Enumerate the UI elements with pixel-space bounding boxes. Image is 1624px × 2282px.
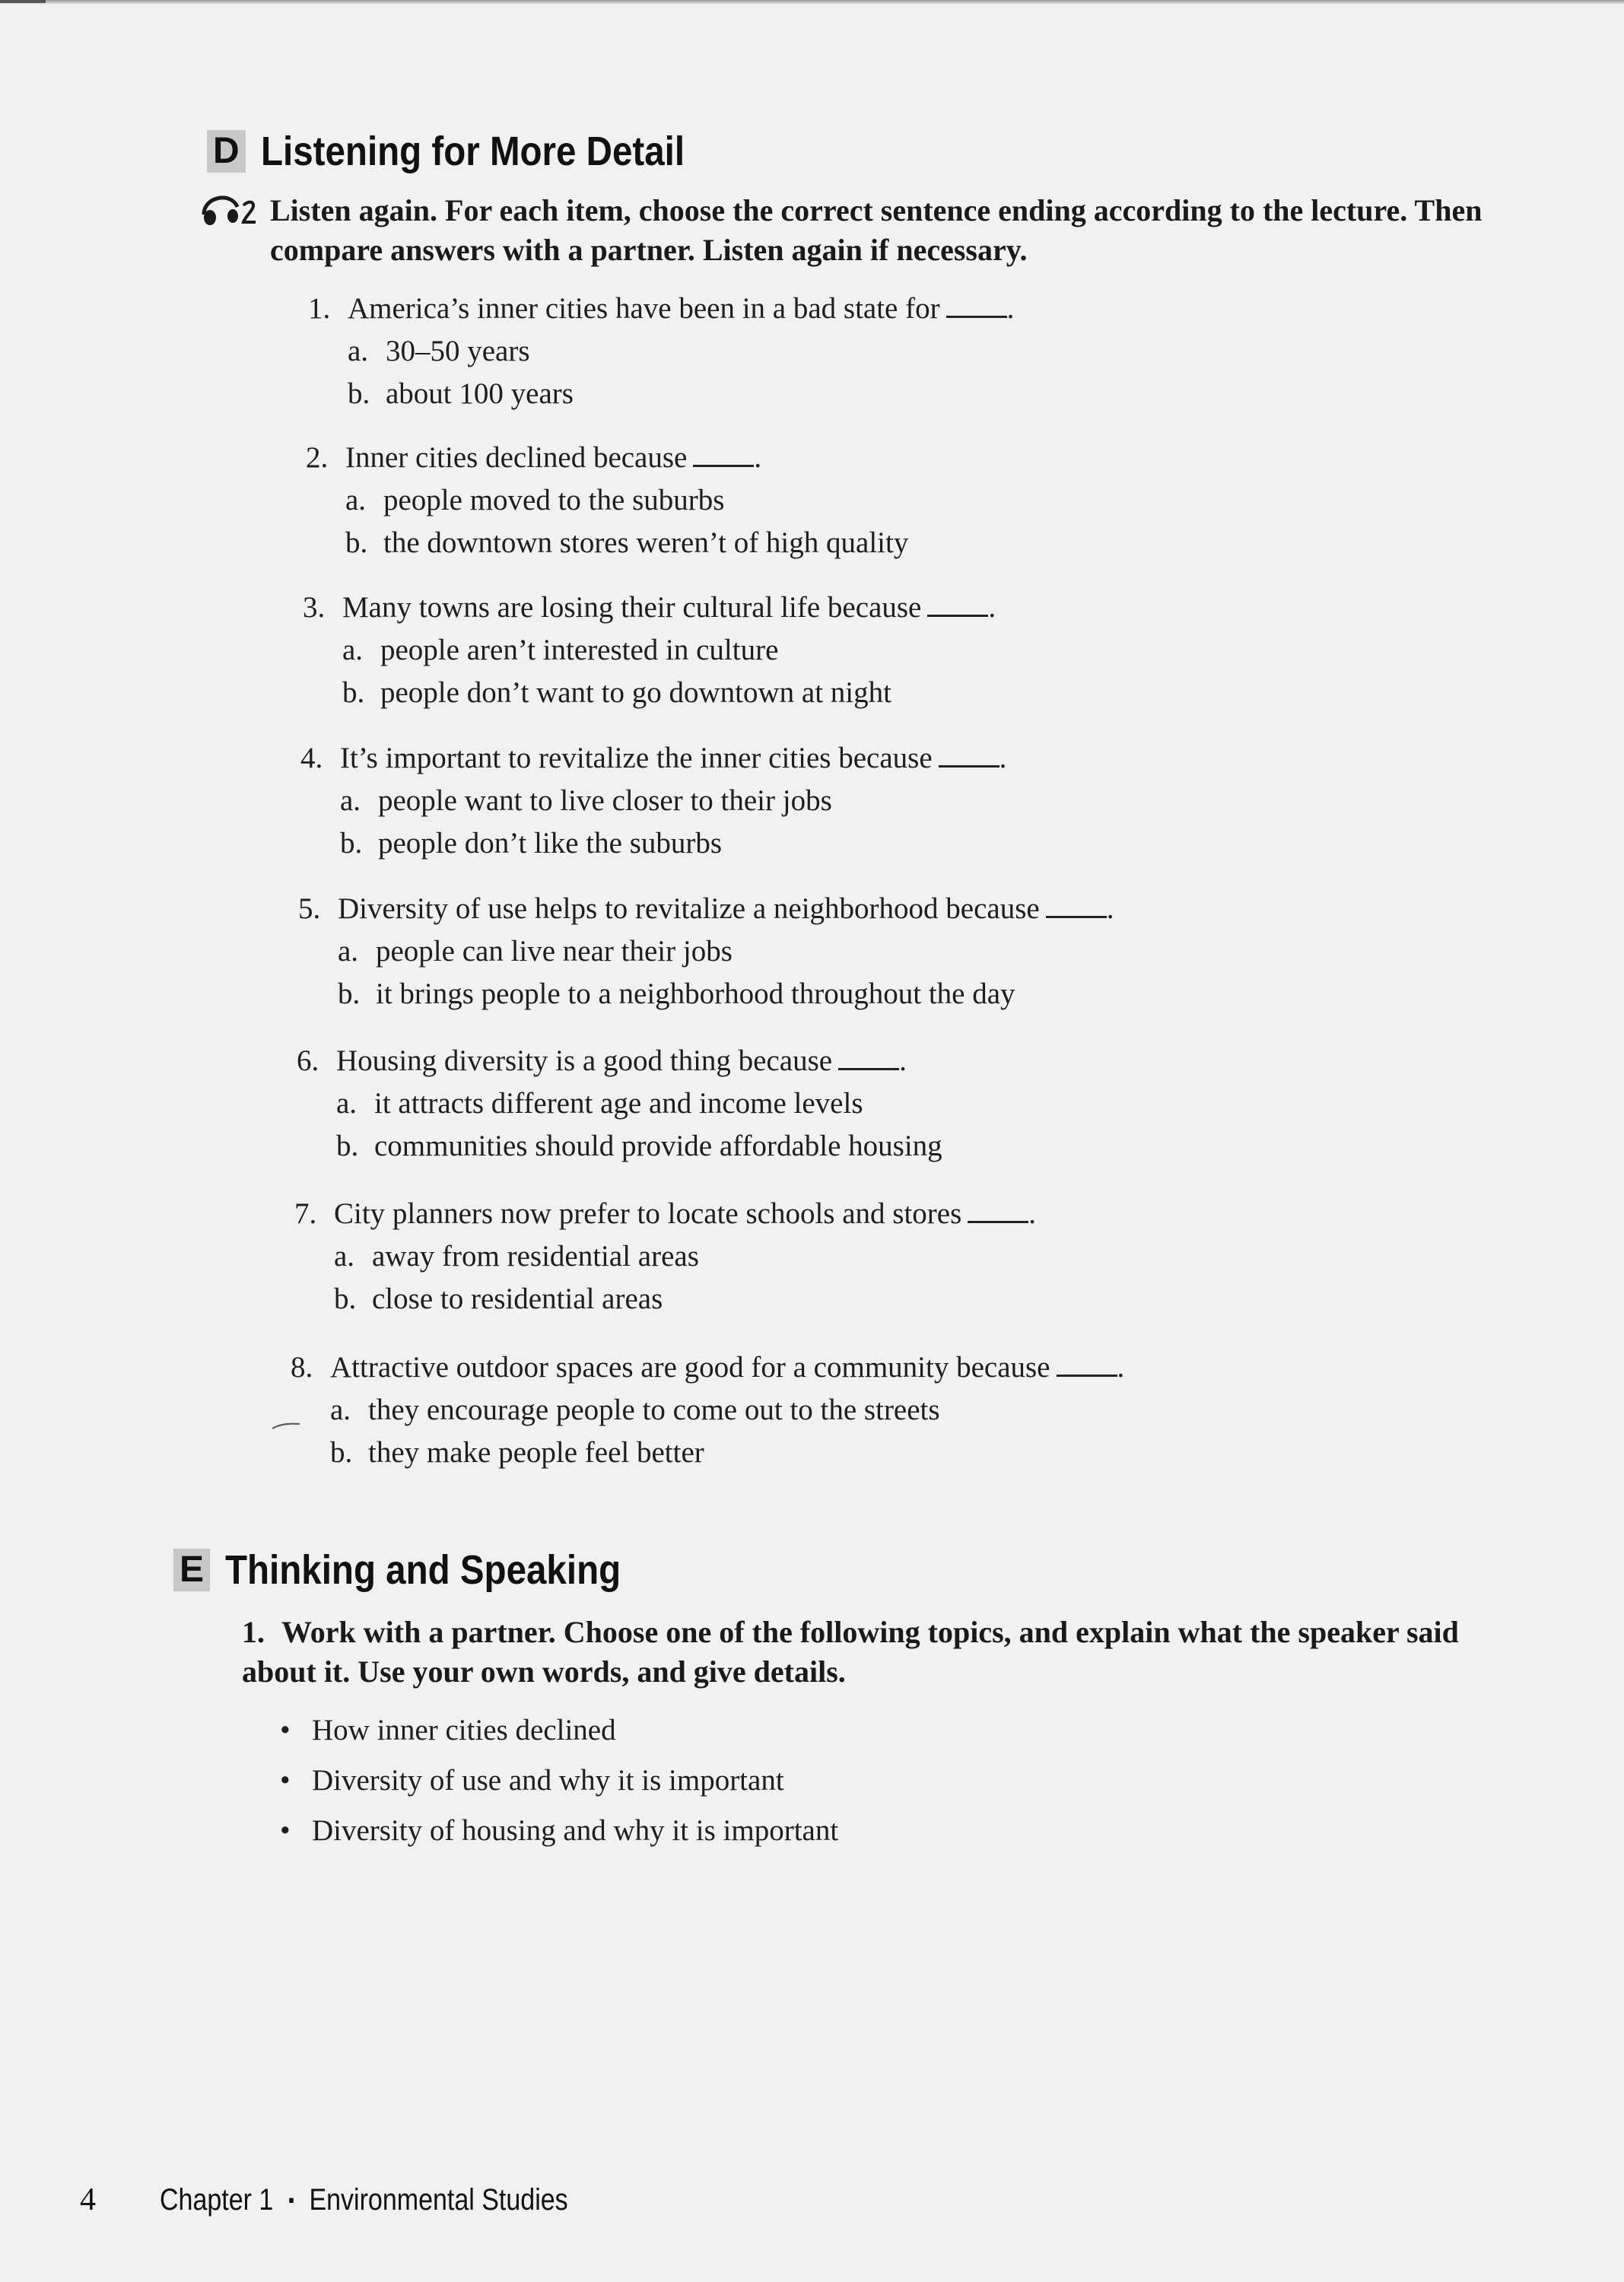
question-number: 5. bbox=[298, 892, 321, 925]
question-text: Inner cities declined because bbox=[345, 441, 688, 474]
option-letter: a. bbox=[345, 484, 367, 516]
option-b[interactable] bbox=[306, 522, 908, 564]
option-a[interactable] bbox=[308, 330, 1014, 373]
page-top-edge bbox=[0, 0, 1624, 5]
section-e-title: Thinking and Speaking bbox=[225, 1547, 621, 1593]
option-letter: a. bbox=[340, 784, 361, 817]
question-text: America’s inner cities have been in a bad state for bbox=[348, 292, 940, 325]
option-letter: a. bbox=[330, 1394, 351, 1426]
page-number: 4 bbox=[80, 2182, 96, 2217]
section-e-letter: E bbox=[173, 1549, 210, 1591]
topic-text: Diversity of use and why it is important bbox=[312, 1764, 784, 1797]
topic-bullet: • How inner cities declined bbox=[280, 1714, 616, 1746]
topic-text: Diversity of housing and why it is important bbox=[312, 1814, 839, 1847]
topic-text: How inner cities declined bbox=[312, 1714, 616, 1746]
option-text: 30–50 years bbox=[386, 335, 530, 367]
section-e-header bbox=[173, 1546, 675, 1594]
answer-blank bbox=[693, 448, 754, 467]
question-number: 4. bbox=[300, 742, 323, 774]
option-a[interactable] bbox=[298, 930, 1114, 973]
question-text: Housing diversity is a good thing because bbox=[336, 1044, 833, 1077]
option-letter: b. bbox=[338, 977, 361, 1010]
section-d-header bbox=[207, 128, 742, 175]
question-number: 6. bbox=[297, 1044, 319, 1077]
option-text: people don’t like the suburbs bbox=[378, 827, 723, 860]
section-e-item-1 bbox=[242, 1613, 1489, 1692]
option-text: people want to live closer to their jobs bbox=[378, 784, 832, 817]
topic-bullet: • Diversity of housing and why it is important bbox=[280, 1814, 839, 1847]
option-letter: a. bbox=[342, 634, 364, 666]
answer-blank bbox=[1046, 899, 1107, 918]
question-5: 5. Diversity of use helps to revitalize a neighborhood because . a. people can live near their jobs b. it brings people to a neighborhood throughout the day bbox=[298, 888, 1114, 1015]
option-text: people don’t want to go downtown at night bbox=[380, 676, 891, 709]
option-letter: a. bbox=[334, 1240, 355, 1273]
answer-blank bbox=[838, 1051, 899, 1070]
option-text: close to residential areas bbox=[372, 1282, 663, 1315]
option-b[interactable] bbox=[291, 1432, 1124, 1474]
headphones-icon bbox=[199, 189, 259, 230]
chapter-number: Chapter 1 bbox=[160, 2182, 274, 2217]
question-text: Diversity of use helps to revitalize a neighborhood because bbox=[338, 892, 1040, 925]
pencil-mark bbox=[271, 1419, 301, 1432]
question-text: City planners now prefer to locate schools and stores bbox=[334, 1197, 962, 1230]
question-text: It’s important to revitalize the inner cities because bbox=[340, 742, 933, 774]
option-a[interactable] bbox=[294, 1235, 1036, 1278]
option-letter: a. bbox=[348, 335, 369, 367]
answer-blank bbox=[1057, 1358, 1117, 1377]
question-number: 3. bbox=[303, 591, 326, 624]
option-b[interactable] bbox=[308, 373, 1014, 415]
option-text: the downtown stores weren’t of high quality bbox=[383, 526, 909, 559]
option-letter: a. bbox=[338, 935, 359, 968]
section-d-instructions: Listen again. For each item, choose the correct sentence ending according to the lecture. Then compare answers with a partner. Listen again if necessary. bbox=[270, 193, 1483, 267]
section-d-letter: D bbox=[207, 130, 246, 173]
page-footer bbox=[80, 2182, 640, 2218]
option-letter: b. bbox=[330, 1436, 353, 1469]
option-a[interactable] bbox=[300, 780, 1006, 822]
option-b[interactable] bbox=[298, 973, 1114, 1015]
question-8: 8. Attractive outdoor spaces are good for a community because . a. they encourage people to come out to the streets b. they make people feel better bbox=[291, 1346, 1124, 1474]
item-text: Work with a partner. Choose one of the following topics, and explain what the speaker said about it. Use your own words, and give details. bbox=[242, 1615, 1459, 1689]
answer-blank bbox=[946, 299, 1007, 318]
item-number: 1. bbox=[242, 1615, 265, 1649]
option-text: it brings people to a neighborhood throughout the day bbox=[376, 977, 1015, 1010]
section-d-title: Listening for More Detail bbox=[260, 129, 685, 174]
question-number: 2. bbox=[306, 441, 329, 474]
option-text: it attracts different age and income levels bbox=[374, 1087, 863, 1120]
chapter-label bbox=[160, 2183, 568, 2217]
option-text: they make people feel better bbox=[368, 1436, 704, 1469]
question-text: Attractive outdoor spaces are good for a community because bbox=[330, 1351, 1050, 1384]
option-letter: b. bbox=[340, 827, 363, 860]
question-text: Many towns are losing their cultural life because bbox=[342, 591, 922, 624]
option-letter: b. bbox=[348, 377, 370, 410]
option-letter: a. bbox=[336, 1087, 358, 1120]
option-text: people moved to the suburbs bbox=[383, 484, 725, 516]
option-a[interactable] bbox=[297, 1082, 942, 1125]
option-text: people aren’t interested in culture bbox=[380, 634, 779, 666]
topic-list bbox=[280, 1705, 838, 1856]
option-b[interactable] bbox=[294, 1278, 1036, 1321]
square-bullet-icon: ▪ bbox=[288, 2188, 294, 2211]
option-a[interactable] bbox=[303, 629, 996, 672]
question-6: 6. Housing diversity is a good thing because . a. it attracts different age and income levels b. communities should provide affordable housing bbox=[297, 1040, 942, 1168]
question-7: 7. City planners now prefer to locate schools and stores . a. away from residential areas b. close to residential areas bbox=[294, 1193, 1036, 1321]
question-4: 4. It’s important to revitalize the inner cities because . a. people want to live closer to their jobs b. people don’t like the suburbs bbox=[300, 737, 1006, 865]
option-a[interactable] bbox=[306, 479, 908, 522]
page-corner-mark bbox=[0, 0, 46, 3]
option-text: people can live near their jobs bbox=[376, 935, 733, 968]
option-b[interactable] bbox=[303, 672, 996, 714]
answer-blank bbox=[927, 598, 988, 617]
topic-bullet: • Diversity of use and why it is important bbox=[280, 1764, 784, 1797]
question-number: 1. bbox=[308, 292, 331, 325]
question-number: 7. bbox=[294, 1197, 317, 1230]
option-letter: b. bbox=[334, 1282, 357, 1315]
option-text: away from residential areas bbox=[372, 1240, 699, 1273]
option-a[interactable] bbox=[291, 1389, 1124, 1432]
question-1: 1. America’s inner cities have been in a bad state for . a. 30–50 years b. about 100 years bbox=[308, 288, 1014, 415]
option-b[interactable] bbox=[297, 1125, 942, 1168]
option-text: about 100 years bbox=[386, 377, 574, 410]
answer-blank bbox=[968, 1204, 1028, 1223]
chapter-subject: Environmental Studies bbox=[309, 2182, 568, 2217]
question-2: 2. Inner cities declined because . a. people moved to the suburbs b. the downtown stores weren’t of high quality bbox=[306, 437, 908, 564]
option-letter: b. bbox=[336, 1130, 359, 1162]
option-text: they encourage people to come out to the streets bbox=[368, 1394, 940, 1426]
question-number: 8. bbox=[291, 1351, 313, 1384]
option-b[interactable] bbox=[300, 822, 1006, 865]
question-3: 3. Many towns are losing their cultural life because . a. people aren’t interested in culture b. people don’t want to go downtown at night bbox=[303, 586, 996, 714]
option-letter: b. bbox=[345, 526, 368, 559]
option-letter: b. bbox=[342, 676, 365, 709]
answer-blank bbox=[939, 748, 1000, 768]
option-text: communities should provide affordable housing bbox=[374, 1130, 942, 1162]
